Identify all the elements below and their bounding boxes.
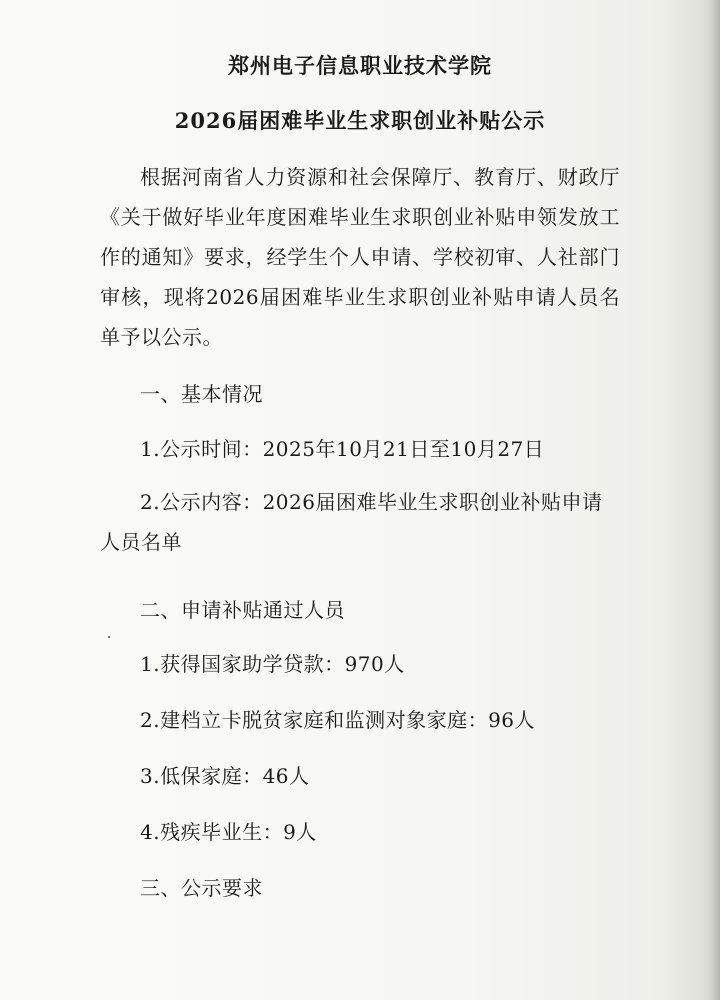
section-3-heading: 三、公示要求 xyxy=(140,876,263,900)
section-2-item-4: 4.残疾毕业生：9人 xyxy=(140,820,317,844)
section-2-item-3: 3.低保家庭：46人 xyxy=(140,764,310,788)
section-1-item-2: 2.公示内容：2026届困难毕业生求职创业补贴申请人员名单 xyxy=(100,490,603,554)
section-1-heading: 一、基本情况 xyxy=(140,382,263,406)
section-2-item-2: 2.建档立卡脱贫家庭和监测对象家庭：96人 xyxy=(140,708,536,732)
section-2-heading: 二、申请补贴通过人员 xyxy=(140,598,345,622)
institution-name: 郑州电子信息职业技术学院 xyxy=(228,53,492,78)
scan-speck xyxy=(108,636,110,638)
notice-title: 2026届困难毕业生求职创业补贴公示 xyxy=(174,108,546,133)
page-edge-shadow xyxy=(706,0,720,1000)
intro-paragraph: 根据河南省人力资源和社会保障厅、教育厅、财政厅《关于做好毕业年度困难毕业生求职创业补贴申领发放工作的通知》要求，经学生个人申请、学校初审、人社部门审核，现将2026届困难毕业生求职创业补贴申请人员名单予以公示。 xyxy=(100,165,620,349)
section-2-item-1: 1.获得国家助学贷款：970人 xyxy=(140,652,405,676)
section-1-item-1: 1.公示时间：2025年10月21日至10月27日 xyxy=(140,437,545,461)
